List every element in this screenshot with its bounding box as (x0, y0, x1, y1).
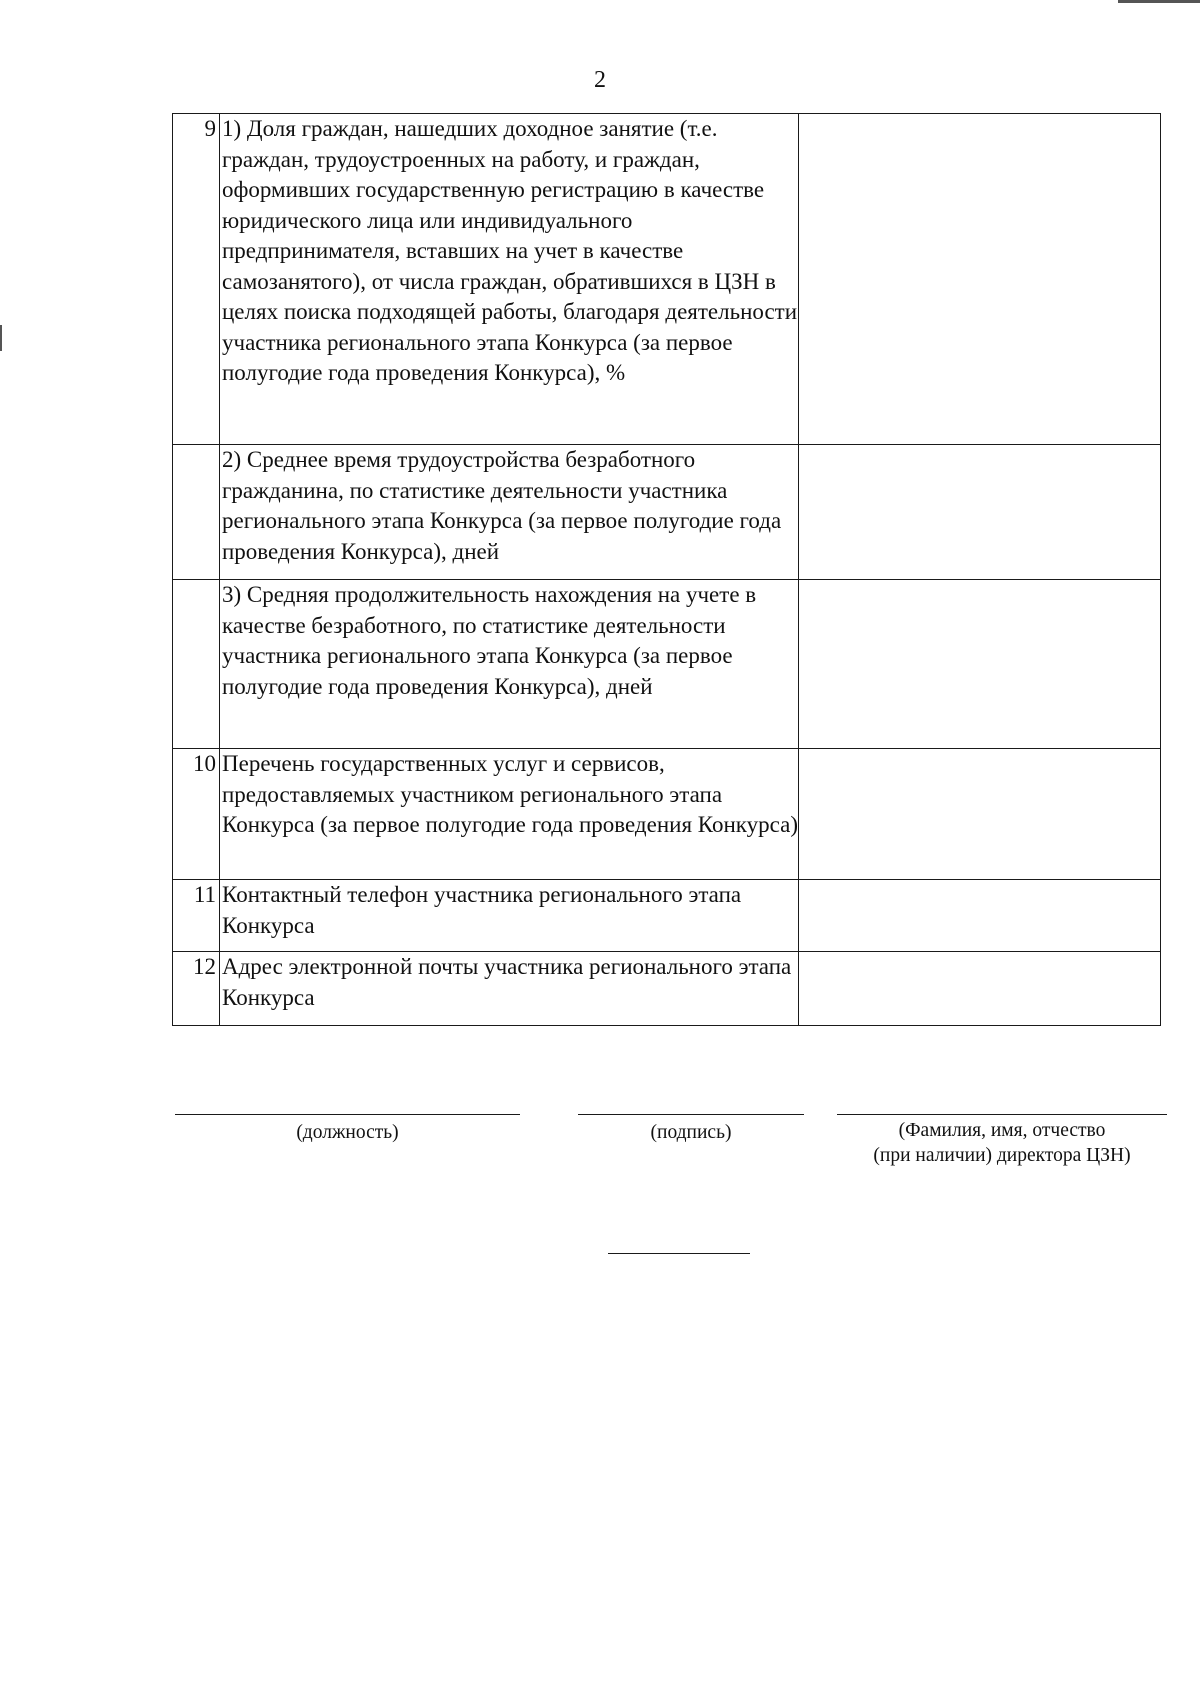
row-number: 9 (173, 114, 220, 445)
name-label-line2: (при наличии) директора ЦЗН) (873, 1145, 1131, 1166)
signature-line[interactable] (578, 1114, 804, 1115)
name-label-line1: (Фамилия, имя, отчество (898, 1120, 1106, 1141)
row-value-field[interactable] (799, 580, 1161, 749)
table-row (173, 580, 1161, 749)
row-value-field[interactable] (799, 114, 1161, 445)
table-row (173, 952, 1161, 1026)
table-row (173, 749, 1161, 880)
row-description: Адрес электронной почты участника регионального этапа Конкурса (220, 952, 799, 1026)
row-value-field[interactable] (799, 952, 1161, 1026)
row-description: Контактный телефон участника регионального этапа Конкурса (220, 880, 799, 952)
table-row (173, 445, 1161, 580)
row-number: 11 (173, 880, 220, 952)
page-number: 2 (594, 67, 606, 93)
row-description: 2) Среднее время трудоустройства безработного гражданина, по статистике деятельности участника регионального этапа Конкурса (за первое полугодие года проведения Конкурса), дней (220, 445, 799, 580)
row-number: 10 (173, 749, 220, 880)
row-description: 1) Доля граждан, нашедших доходное занятие (т.е. граждан, трудоустроенных на работу, и граждан, оформивших государственную регистрацию в качестве юридического лица или индивидуального предпринимателя, вставших на учет в качестве самозанятого), от числа граждан, обратившихся в ЦЗН в целях поиска подходящей работы, благодаря деятельности участника регионального этапа Конкурса (за первое полугодие года проведения Конкурса), % (220, 114, 799, 445)
closing-rule (608, 1253, 750, 1254)
row-number: 12 (173, 952, 220, 1026)
table-row (173, 114, 1161, 445)
position-label: (должность) (296, 1122, 399, 1143)
row-value-field[interactable] (799, 749, 1161, 880)
signature-label: (подпись) (650, 1122, 732, 1143)
name-signature-line[interactable] (837, 1114, 1167, 1115)
table-row (173, 880, 1161, 952)
row-number (173, 580, 220, 749)
name-label (837, 1118, 1167, 1168)
row-description: 3) Средняя продолжительность нахождения на учете в качестве безработного, по статистике деятельности участника регионального этапа Конкурса (за первое полугодие года проведения Конкурса), дней (220, 580, 799, 749)
scan-edge-mark (1118, 0, 1200, 3)
row-value-field[interactable] (799, 445, 1161, 580)
application-form-table (172, 113, 1161, 1026)
scan-edge-mark (0, 325, 2, 351)
position-signature-line[interactable] (175, 1114, 520, 1115)
row-description: Перечень государственных услуг и сервисов, предоставляемых участником регионального этапа Конкурса (за первое полугодие года проведения Конкурса) (220, 749, 799, 880)
row-number (173, 445, 220, 580)
row-value-field[interactable] (799, 880, 1161, 952)
